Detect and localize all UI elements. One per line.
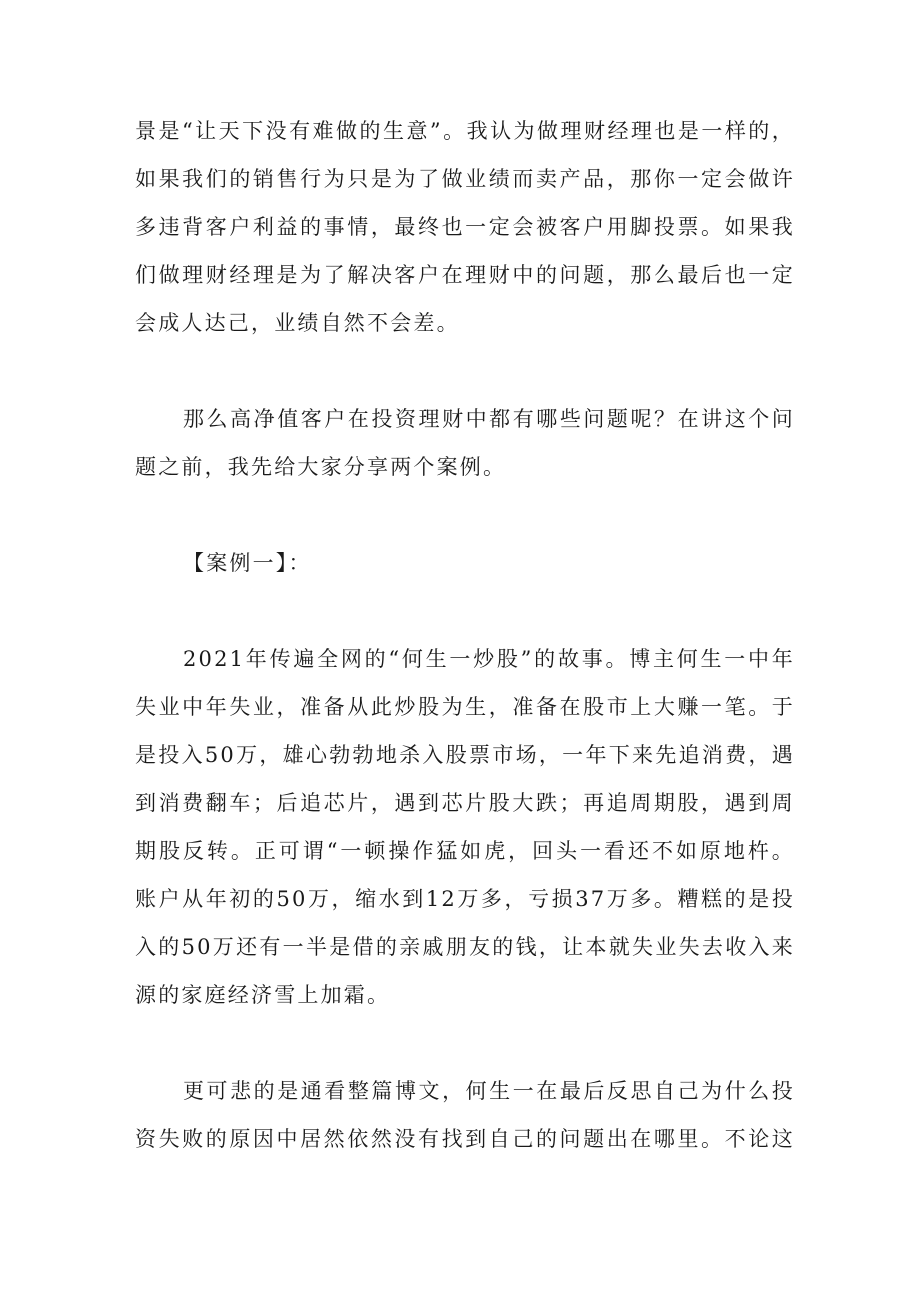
text-line: 景是“让天下没有难做的生意”。我认为做理财经理也是一样的， <box>135 119 795 143</box>
text-line: 如果我们的销售行为只是为了做业绩而卖产品，那你一定会做许 <box>135 167 795 191</box>
text-line: 账户从年初的50万，缩水到12万多，亏损37万多。糟糕的是投 <box>135 887 795 911</box>
text-line: 那么高净值客户在投资理财中都有哪些问题呢？在讲这个问 <box>183 407 795 431</box>
text-line: 是投入50万，雄心勃勃地杀入股票市场，一年下来先追消费，遇 <box>135 743 795 767</box>
text-line: 们做理财经理是为了解决客户在理财中的问题，那么最后也一定 <box>135 263 795 287</box>
text-line: 更可悲的是通看整篇博文，何生一在最后反思自己为什么投 <box>183 1079 795 1103</box>
text-line: 会成人达己，业绩自然不会差。 <box>135 311 460 335</box>
case-heading: 【案例一】： <box>183 551 312 575</box>
text-line: 多违背客户利益的事情，最终也一定会被客户用脚投票。如果我 <box>135 215 795 239</box>
text-line: 期股反转。正可谓“一顿操作猛如虎，回头一看还不如原地杵。 <box>135 839 795 863</box>
text-line: 2021年传遍全网的“何生一炒股”的故事。博主何生一中年 <box>183 647 795 671</box>
text-line: 题之前，我先给大家分享两个案例。 <box>135 455 507 479</box>
text-line: 资失败的原因中居然依然没有找到自己的问题出在哪里。不论这 <box>135 1127 795 1151</box>
text-line: 入的50万还有一半是借的亲戚朋友的钱，让本就失业失去收入来 <box>135 935 795 959</box>
text-line: 源的家庭经济雪上加霜。 <box>135 983 391 1007</box>
text-line: 到消费翻车；后追芯片，遇到芯片股大跌；再追周期股，遇到周 <box>135 791 795 815</box>
text-line: 失业中年失业，准备从此炒股为生，准备在股市上大赚一笔。于 <box>135 695 795 719</box>
